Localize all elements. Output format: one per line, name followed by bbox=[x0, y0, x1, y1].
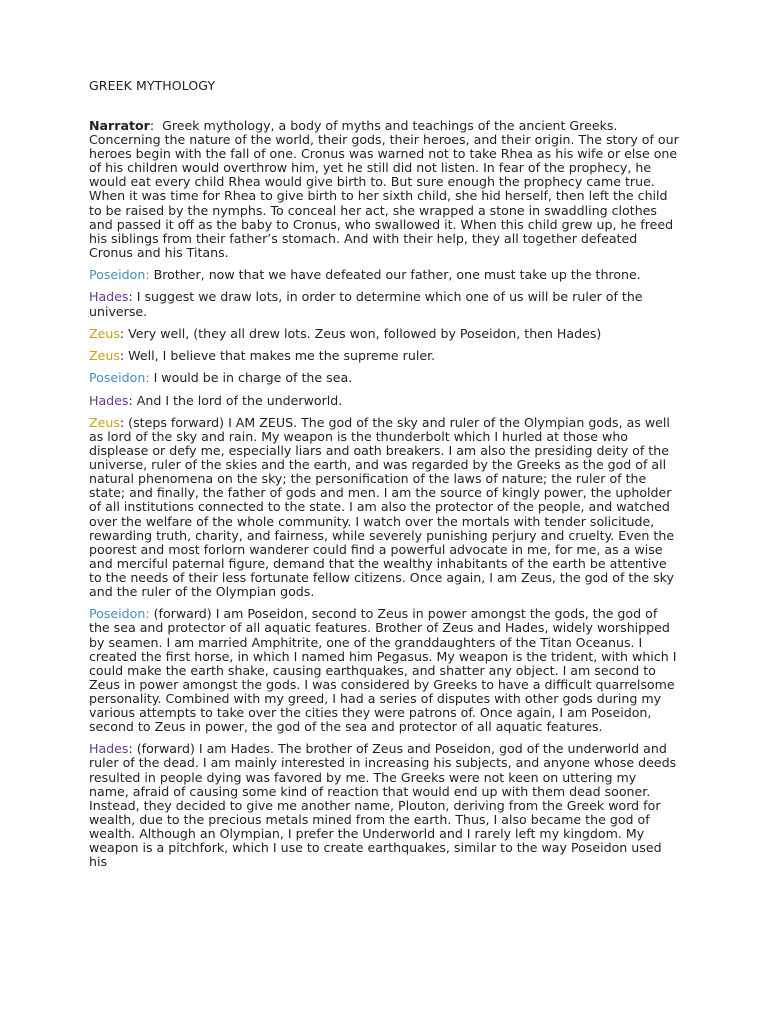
dialogue-text: Well, I believe that makes me the supreme ruler. bbox=[128, 348, 436, 364]
dialogue-paragraph-hades bbox=[89, 742, 679, 869]
speaker-separator: : bbox=[145, 370, 154, 386]
dialogue-paragraph-poseidon bbox=[89, 607, 679, 734]
dialogue-paragraph-hades bbox=[89, 394, 679, 408]
dialogue-text: Greek mythology, a body of myths and teachings of the ancient Greeks. Concerning the nature of the world, their gods, their heroes, and their origin. The story of our heroes begin with the fall of one. Cronus was warned not to take Rhea as his wife or else one of his children would overthrow him, yet he still did not listen. In fear of the prophecy, he would eat every child Rhea would give birth to. But sure enough the prophecy came true. When it was time for Rhea to give birth to her sixth child, she hid herself, then left the child to be raised by the nymphs. To conceal her act, she wrapped a stone in swaddling clothes and passed it off as the baby to Cronus, who swallowed it. When this child grew up, he freed his siblings from their father’s stomach. And with their help, they all together defeated Cronus and his Titans. bbox=[89, 118, 679, 260]
speaker-separator: : bbox=[128, 289, 137, 305]
dialogue-text: And I the lord of the underworld. bbox=[136, 392, 343, 408]
speaker-separator: : bbox=[119, 325, 129, 341]
dialogue-text: I suggest we draw lots, in order to determine which one of us will be ruler of the universe. bbox=[89, 289, 643, 319]
speaker-name: Hades bbox=[89, 392, 129, 408]
document-page bbox=[89, 78, 679, 877]
speaker-name: Narrator bbox=[89, 118, 150, 133]
speaker-separator: : bbox=[128, 392, 137, 408]
dialogue-paragraph-zeus bbox=[89, 327, 679, 341]
speaker-name: Poseidon bbox=[89, 370, 146, 386]
dialogue-paragraph-poseidon bbox=[89, 268, 679, 282]
dialogue-paragraph-zeus bbox=[89, 349, 679, 363]
dialogue-text: Brother, now that we have defeated our father, one must take up the throne. bbox=[153, 267, 641, 283]
speaker-separator: : bbox=[119, 414, 129, 430]
dialogue-text: (forward) I am Hades. The brother of Zeus and Poseidon, god of the underworld and ruler of the dead. I am mainly interested in increasing his subjects, and anyone whose deeds resulted in people dying was favored by me. The Greeks were not keen on uttering my name, afraid of causing some kind of reaction that would end up with them dead sooner. Instead, they decided to give me another name, Plouton, deriving from the Greek word for wealth, due to the precious metals mined from the earth. Thus, I also became the god of wealth. Although an Olympian, I prefer the Underworld and I rarely left my kingdom. My weapon is a pitchfork, which I use to create earthquakes, similar to the way Poseidon used his bbox=[89, 741, 677, 870]
dialogue-paragraph-hades bbox=[89, 290, 679, 318]
dialogue-paragraph-zeus bbox=[89, 416, 679, 599]
dialogue-text: (steps forward) I AM ZEUS. The god of the sky and ruler of the Olympian gods, as well as lord of the sky and rain. My weapon is the thunderbolt which I hurled at those who displease or defy me, especially liars and oath breakers. I am also the presiding deity of the universe, ruler of the skies and the earth, and was regarded by the Greeks as the god of all natural phenomena on the sky; the personification of the laws of nature; the ruler of the state; and finally, the father of gods and men. I am the source of kingly power, the upholder of all institutions connected to the state. I am also the protector of the people, and watched over the welfare of the whole community. I watch over the mortals with tender solicitude, rewarding truth, charity, and fairness, while severely punishing perjury and cruelty. Even the poorest and most forlorn wanderer could find a powerful advocate in me, for me, as a wise and merciful paternal figure, demand that the wealthy inhabitants of the earth be attentive to the needs of their less fortunate fellow citizens. Once again, I am Zeus, the god of the sky and the ruler of the Olympian gods. bbox=[89, 414, 675, 600]
speaker-separator: : bbox=[128, 741, 137, 757]
speaker-name: Zeus bbox=[89, 348, 120, 364]
speaker-separator: : bbox=[149, 118, 163, 133]
dialogue-text: I would be in charge of the sea. bbox=[153, 370, 353, 386]
dialogue-paragraph-narrator bbox=[89, 119, 679, 260]
speaker-name: Hades bbox=[89, 289, 129, 305]
speaker-separator: : bbox=[145, 267, 154, 283]
dialogue-body bbox=[89, 119, 679, 869]
speaker-name: Poseidon bbox=[89, 606, 146, 622]
dialogue-text: (forward) I am Poseidon, second to Zeus in power amongst the gods, the god of the sea and protector of all aquatic features. Brother of Zeus and Hades, widely worshipped by seamen. I am married Amphitrite, one of the granddaughters of the Titan Oceanus. I created the first horse, in which I named him Pegasus. My weapon is the trident, with which I could make the earth shake, causing earthquakes, and shatter any object. I am second to Zeus in power amongst the gods. I was considered by Greeks to have a difficult quarrelsome personality. Combined with my greed, I had a series of disputes with other gods during my various attempts to take over the cities they were patrons of. Once again, I am Poseidon, second to Zeus in power, the god of the sea and protector of all aquatic features. bbox=[89, 606, 677, 735]
speaker-name: Hades bbox=[89, 741, 129, 757]
speaker-name: Zeus bbox=[89, 414, 120, 430]
dialogue-paragraph-poseidon bbox=[89, 371, 679, 385]
speaker-name: Zeus bbox=[89, 325, 120, 341]
speaker-name: Poseidon bbox=[89, 267, 146, 283]
dialogue-text: Very well, (they all drew lots. Zeus won, followed by Poseidon, then Hades) bbox=[128, 325, 602, 341]
speaker-separator: : bbox=[145, 606, 154, 622]
document-title: GREEK MYTHOLOGY bbox=[89, 78, 216, 93]
speaker-separator: : bbox=[119, 348, 129, 364]
